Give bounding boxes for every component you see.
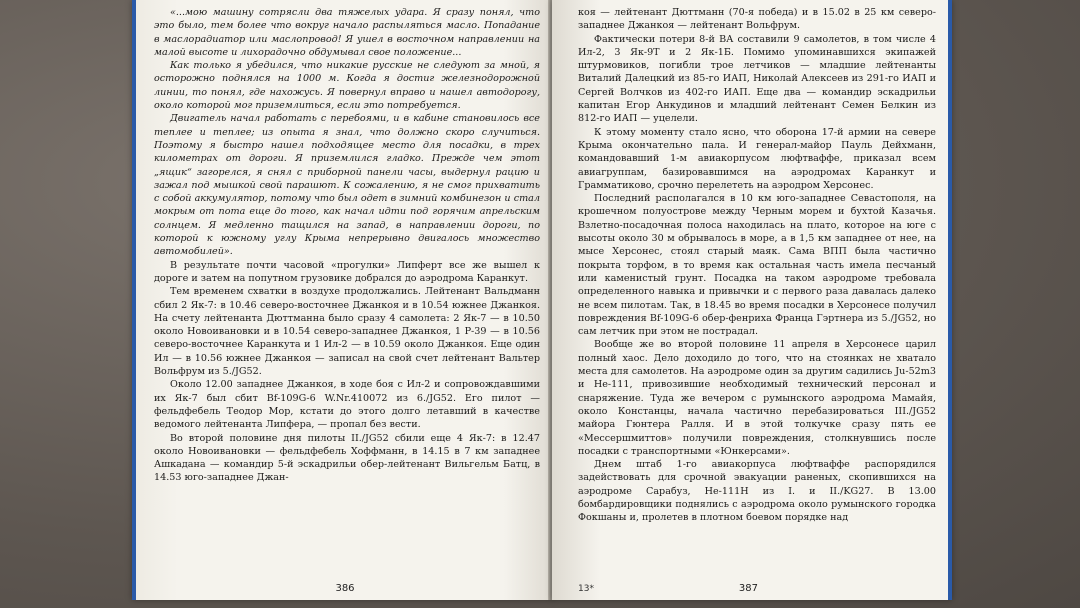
paragraph: Двигатель начал работать с перебоями, и в кабине становилось все теплее и теплее; из опыта я знал, что должно скоро случиться. Поэтому я быстро нашел подходящее место для посадки, в трех километрах от дороги. Я приземлился гладко. Прежде чем этот „ящик“ загорелся, я снял с приборной панели часы, выдернул рацию и зажал под мышкой свой парашют. К сожалению, я не смог прихватить с собой аккумулятор, потому что был одет в зимний комбинезон и стал мокрым от пота еще до того, как начал идти под горячим апрельским солнцем. Я медленно тащился на запад, в направлении дороги, по которой к южному углу Крыма непрерывно двигалось множество автомобилей». — [154, 113, 540, 258]
paragraph: Вообще же во второй половине 11 апреля в Херсонесе царил полный хаос. Дело доходило до того, что на стоянках не хватало места для самолетов. На аэродроме один за другим садились Ju-52m3 и Не-111, привозившие необходимый технический персонал и снаряжение. Туда же вечером с румынского аэродрома Мамайя, около Констанцы, начала частично перебазироваться III./JG52 майора Гюнтера Ралля. И в этой толкучке сразу пять ее «Мессершмиттов» получили повреждения, столкнувшись после посадки с транспортными «Юнкерсами». — [578, 339, 936, 457]
paragraph: Последний располагался в 10 км юго-западнее Севастополя, на крошечном полуострове между Черным морем и бухтой Казачья. Взлетно-посадочная полоса находилась на плато, которое на юге с высоты около 30 м обрывалось в море, а в 1,5 км западнее от нее, на мысе Херсонес, стоял старый маяк. Сама ВПП была частично покрыта торфом, в то время как остальная часть имела песчаный или каменистый грунт. Посадка на таком аэродроме требовала определенного навыка и привычки и с первого раза давалась далеко не всем пилотам. Так, в 18.45 во время посадки в Херсонесе получил повреждения Bf-109G-6 обер-фенриха Франца Гэртнера из 5./JG52, но сам летчик при этом не пострадал. — [578, 193, 936, 338]
left-page-number: 386 — [335, 583, 355, 594]
paragraph: Фактически потери 8-й ВА составили 9 самолетов, в том числе 4 Ил-2, 3 Як-9Т и 2 Як-1Б. Помимо упоминавшихся экипажей штурмовиков, погибли трое летчиков — младшие лейтенанты Виталий Далецкий из 85-го ИАП, Николай Алексеев из 291-го ИАП и Сергей Волчков из 402-го ИАП. Еще два — командир эскадрильи капитан Егор Анкудинов и младший лейтенант Семен Белкин из 812-го ИАП — уцелели. — [578, 33, 936, 125]
paragraph: коя — лейтенант Дюттманн (70-я победа) и в 15.02 в 25 км северо-западнее Джанкоя — лейтенант Вольфрум. — [578, 7, 936, 32]
paragraph: Во второй половине дня пилоты II./JG52 сбили еще 4 Як-7: в 12.47 около Новоивановки — фельдфебель Хоффманн, в 14.15 в 7 км западнее Ашкадана — командир 5-й эскадрильи обер-лейтенант Вильгельм Батц, в 14.53 юго-западнее Джан- — [154, 432, 540, 484]
paragraph: Около 12.00 западнее Джанкоя, в ходе боя с Ил-2 и сопровождавшими их Як-7 был сбит Bf-109G-6 W.Nr.410072 из 6./JG52. Его пилот — фельдфебель Теодор Мор, кстати до этого долго летавший в качестве ведомого лейтенанта Липфера, — пропал без вести. — [154, 379, 540, 431]
paragraph: К этому моменту стало ясно, что оборона 17-й армии на севере Крыма окончательно пала. И генерал-майор Пауль Дейхманн, командовавший 1-м авиакорпусом люфтваффе, приказал всем авиагруппам, базировавшимся на аэродромах Каранкут и Грамматиково, срочно перелететь на аэродром Херсонес. — [578, 126, 936, 191]
left-page-text — [154, 6, 540, 485]
printer-signature: 13* — [578, 584, 594, 594]
right-page-text — [578, 6, 936, 525]
open-book — [120, 0, 960, 608]
left-page — [132, 0, 554, 600]
right-page-number: 387 — [738, 583, 758, 594]
paragraph: «...мою машину сотрясли два тяжелых удара. Я сразу понял, что это было, тем более что вокруг начало распыляться масло. Попадание в маслорадиатор или маслопровод! Я ушел в восточном направлении на малой высоте и лихорадочно обдумывал свое положение... — [154, 7, 540, 58]
paragraph: Днем штаб 1-го авиакорпуса люфтваффе распорядился задействовать для срочной эвакуации раненых, скопившихся на аэродроме Сарабуз, Не-111Н из I. и II./KG27. В 13.00 бомбардировщики поднялись с аэродрома около румынского городка Фокшаны и, пролетев в плотном боевом порядке над — [578, 459, 936, 524]
paragraph: Тем временем схватки в воздухе продолжались. Лейтенант Вальдманн сбил 2 Як-7: в 10.46 северо-восточнее Джанкоя и в 10.54 южнее Джанкоя. На счету лейтенанта Дюттманна было сразу 4 самолета: 2 Як-7 — в 10.50 около Новоивановки и в 10.54 северо-западнее Джанкоя, 1 Р-39 — в 10.56 северо-восточнее Каранкута и 1 Ил-2 — в 10.59 около Джанкоя. Еще один Ил — в 10.56 южнее Джанкоя — записал на свой счет лейтенант Вальтер Вольфрум из 5./JG52. — [154, 286, 540, 378]
paragraph: В результате почти часовой «прогулки» Липферт все же вышел к дороге и затем на попутном грузовике добрался до аэродрома Каранкут. — [154, 259, 540, 284]
right-page — [552, 0, 952, 600]
paragraph: Как только я убедился, что никакие русские не следуют за мной, я осторожно поднялся на 1000 м. Когда я достиг железнодорожной линии, то понял, где нахожусь. Я повернул вправо и нашел автодорогу, около которой мог приземлиться, если это потребуется. — [154, 60, 540, 112]
